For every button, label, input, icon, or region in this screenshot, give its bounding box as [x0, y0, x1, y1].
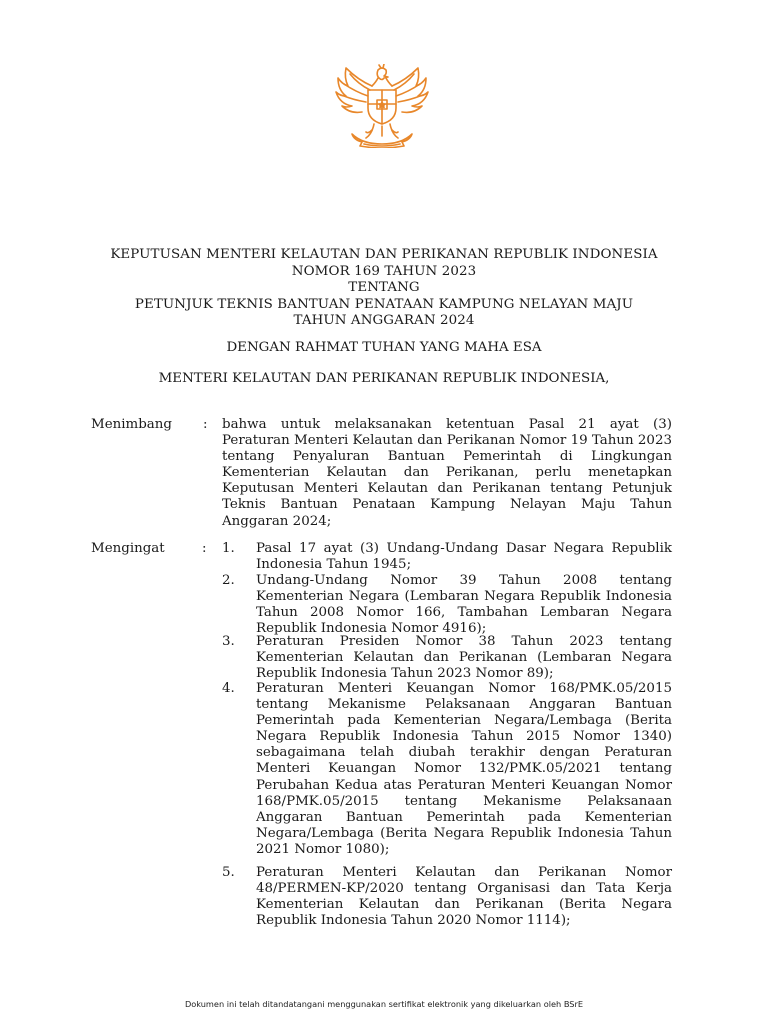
mengingat-item-text: Peraturan Presiden Nomor 38 Tahun 2023 tentang Kementerian Kelautan dan Perikanan (Lembaran Negara Republik Indonesia Tahun 2023 Nomor 89); — [256, 634, 672, 682]
mengingat-item-number: 2. — [222, 573, 235, 588]
mengingat-item-number: 1. — [222, 541, 235, 556]
title-line-5: TAHUN ANGGARAN 2024 — [293, 313, 475, 329]
mengingat-item-text: Pasal 17 ayat (3) Undang-Undang Dasar Negara Republik Indonesia Tahun 1945; — [256, 541, 672, 573]
mengingat-item-number: 3. — [222, 634, 235, 649]
mengingat-item-number: 5. — [222, 865, 235, 880]
e-signature-footer: Dokumen ini telah ditandatangani menggunakan sertifikat elektronik yang dikeluarkan oleh BSrE — [184, 999, 584, 1009]
menimbang-text: bahwa untuk melaksanakan ketentuan Pasal 21 ayat (3) Peraturan Menteri Kelautan dan Perikanan Nomor 19 Tahun 2023 tentang Penyaluran Bantuan Pemerintah di Lingkungan Kementerian Kelautan dan Perikanan, perlu menetapkan Keputusan Menteri Kelautan dan Perikanan tentang Petunjuk Teknis Bantuan Penataan Kampung Nelayan Maju Tahun Anggaran 2024; — [222, 417, 672, 529]
menimbang-colon: : — [203, 417, 208, 432]
title-line-4: PETUNJUK TEKNIS BANTUAN PENATAAN KAMPUNG NELAYAN MAJU — [134, 296, 634, 312]
invocation: DENGAN RAHMAT TUHAN YANG MAHA ESA — [226, 340, 542, 355]
mengingat-label: Mengingat — [91, 541, 165, 556]
title-line-3: TENTANG — [348, 280, 420, 296]
title-line-1: KEPUTUSAN MENTERI KELAUTAN DAN PERIKANAN REPUBLIK INDONESIA — [110, 247, 658, 262]
title-line-2: NOMOR 169 TAHUN 2023 — [291, 263, 477, 279]
issuer: MENTERI KELAUTAN DAN PERIKANAN REPUBLIK INDONESIA, — [158, 371, 610, 386]
garuda-pancasila-emblem-icon — [332, 64, 432, 148]
mengingat-colon: : — [202, 541, 207, 556]
mengingat-item-text: Undang-Undang Nomor 39 Tahun 2008 tentang Kementerian Negara (Lembaran Negara Republik Indonesia Tahun 2008 Nomor 166, Tambahan Lembaran Negara Republik Indonesia Nomor 4916); — [256, 573, 672, 637]
document-title — [60, 247, 708, 330]
menimbang-label: Menimbang — [91, 417, 172, 432]
mengingat-item-text: Peraturan Menteri Kelautan dan Perikanan Nomor 48/PERMEN-KP/2020 tentang Organisasi dan Tata Kerja Kementerian Kelautan dan Perikanan (Berita Negara Republik Indonesia Tahun 2020 Nomor 1114); — [256, 865, 672, 929]
mengingat-item-number: 4. — [222, 681, 235, 696]
mengingat-item-text: Peraturan Menteri Keuangan Nomor 168/PMK.05/2015 tentang Mekanisme Pelaksanaan Anggaran Bantuan Pemerintah pada Kementerian Negara/Lembaga (Berita Negara Republik Indonesia Tahun 2015 Nomor 1340) sebagaimana telah diubah terakhir dengan Peraturan Menteri Keuangan Nomor 132/PMK.05/2021 tentang Perubahan Kedua atas Peraturan Menteri Keuangan Nomor 168/PMK.05/2015 tentang Mekanisme Pelaksanaan Anggaran Bantuan Pemerintah pada Kementerian Negara/Lembaga (Berita Negara Republik Indonesia Tahun 2021 Nomor 1080); — [256, 681, 672, 857]
